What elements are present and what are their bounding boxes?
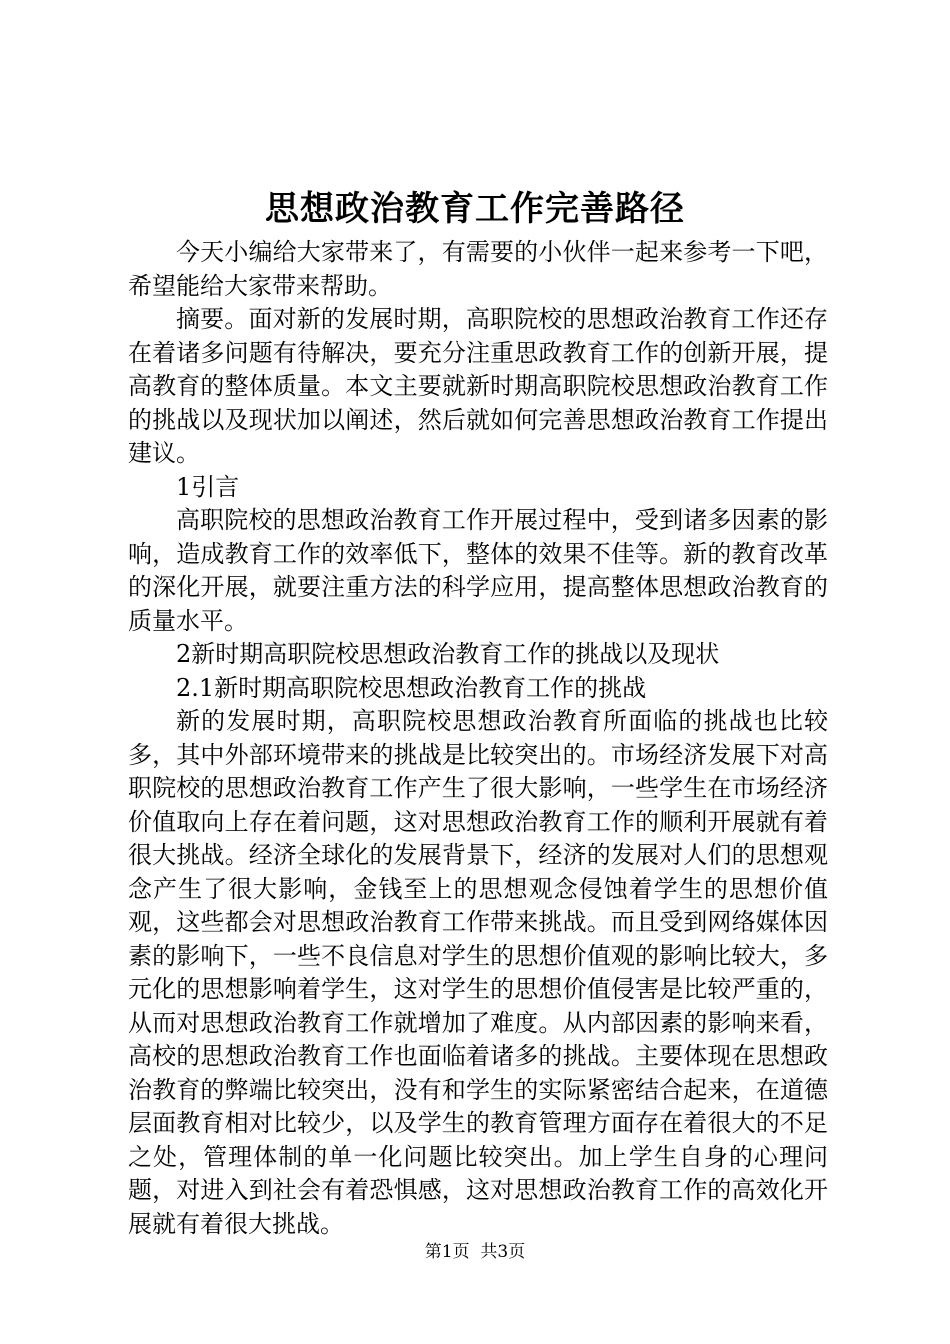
heading-section-1: 1引言 [176, 472, 240, 501]
page-title: 思想政治教育工作完善路径 [265, 189, 685, 229]
paragraph-abstract: 摘要。面对新的发展时期，高职院校的思想政治教育工作还存在着诸多问题有待解决，要充分注重思政教育工作的创新开展，提高教育的整体质量。本文主要就新时期高职院校思想政治教育工作的挑战以及现状加以阐述，然后就如何完善思想政治教育工作提出建议。 [128, 305, 828, 467]
paragraph-intro: 今天小编给大家带来了，有需要的小伙伴一起来参考一下吧，希望能给大家带来帮助。 [128, 238, 828, 300]
document-body [128, 236, 828, 1241]
paragraph-section-1: 高职院校的思想政治教育工作开展过程中，受到诸多因素的影响，造成教育工作的效率低下，整体的效果不佳等。新的教育改革的深化开展，就要注重方法的科学应用，提高整体思想政治教育的质量水平。 [128, 506, 828, 635]
page-footer [0, 1240, 950, 1264]
heading-section-2-1: 2.1新时期高职院校思想政治教育工作的挑战 [176, 673, 647, 702]
heading-section-2: 2新时期高职院校思想政治教育工作的挑战以及现状 [176, 640, 720, 668]
paragraph-section-2-1: 新的发展时期，高职院校思想政治教育所面临的挑战也比较多，其中外部环境带来的挑战是比较突出的。市场经济发展下对高职院校的思想政治教育工作产生了很大影响，一些学生在市场经济价值取向上存在着问题，这对思想政治教育工作的顺利开展就有着很大挑战。经济全球化的发展背景下，经济的发展对人们的思想观念产生了很大影响，金钱至上的思想观念侵蚀着学生的思想价值观，这些都会对思想政治教育工作带来挑战。而且受到网络媒体因素的影响下，一些不良信息对学生的思想价值观的影响比较大，多元化的思想影响着学生，这对学生的思想价值侵害是比较严重的，从而对思想政治教育工作就增加了难度。从内部因素的影响来看，高校的思想政治教育工作也面临着诸多的挑战。主要体现在思想政治教育的弊端比较突出，没有和学生的实际紧密结合起来，在道德层面教育相对比较少，以及学生的教育管理方面存在着很大的不足之处，管理体制的单一化问题比较突出。加上学生自身的心理问题，对进入到社会有着恐惧感，这对思想政治教育工作的高效化开展就有着很大挑战。 [128, 707, 828, 1238]
page-number-label: 第1页 共3页 [424, 1242, 526, 1262]
